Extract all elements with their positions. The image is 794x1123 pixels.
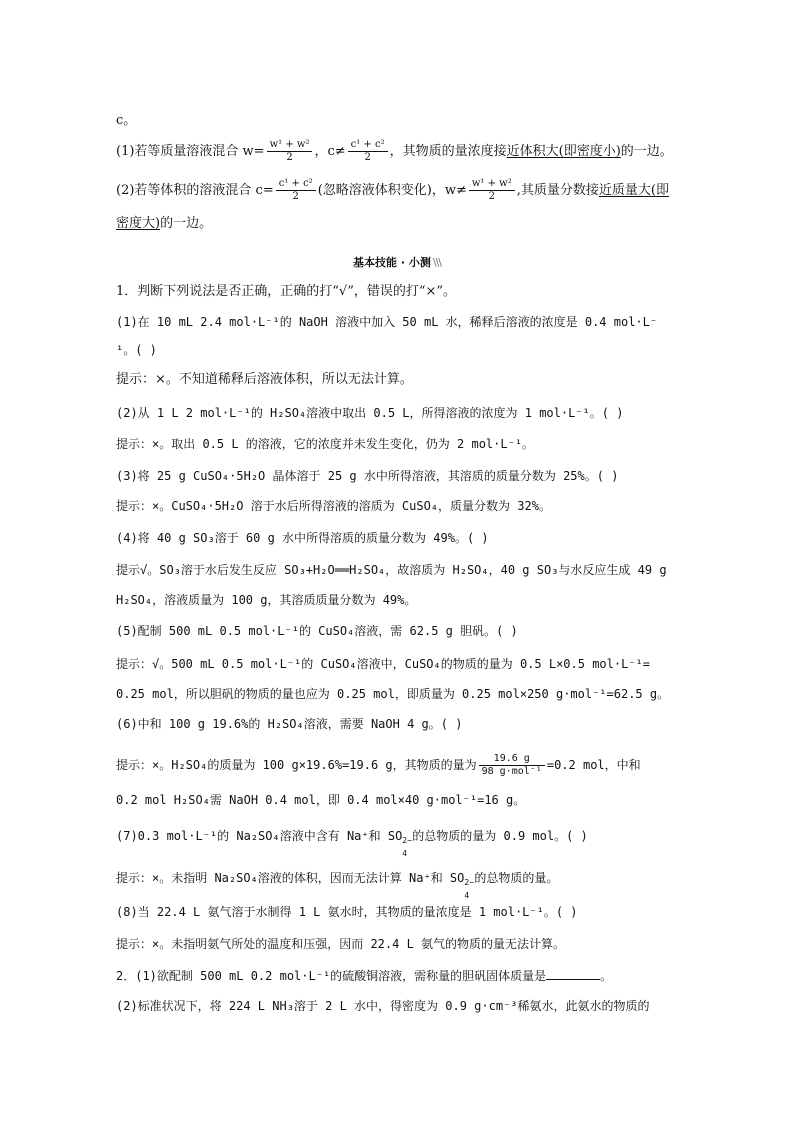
- fraction-numerator: c¹ + c²: [348, 139, 388, 152]
- rule-2-emphasis-1: 近质量大(即: [598, 183, 669, 198]
- q2-part-2: (2)标准状况下，将 224 L NH₃溶于 2 L 水中，得密度为 0.9 g·cm⁻³稀氨水，此氨水的物质的: [116, 999, 650, 1013]
- fraction-c: [348, 139, 388, 164]
- rule-2-cont: [116, 214, 686, 234]
- q1-item-8: (8)当 22.4 L 氨气溶于水制得 1 L 氨水时，其物质的量浓度是 1 mol·L⁻¹。( ): [116, 905, 578, 919]
- q1-hint-2: 提示：×。取出 0.5 L 的溶液，它的浓度并未发生变化，仍为 2 mol·L⁻¹。: [116, 437, 535, 451]
- q2-part-1-text: 2．(1)欲配制 500 mL 0.2 mol·L⁻¹的硫酸铜溶液，需称量的胆矾固体质量是: [116, 969, 547, 983]
- q1-item-7-post: 的总物质的量为 0.9 mol。( ): [412, 829, 588, 843]
- rule-1-after: ，其物质的量浓度接: [389, 144, 507, 159]
- charge-superscript: 2−: [402, 836, 412, 845]
- fraction-numerator: w¹ + w²: [267, 139, 313, 152]
- fraction-moles: [479, 753, 545, 778]
- q1-hint-7-pre: 提示：×。未指明 Na₂SO₄溶液的体积，因而无法计算 Na⁺和 SO: [116, 871, 465, 885]
- q1-item-3: (3)将 25 g CuSO₄·5H₂O 晶体溶于 25 g 水中所得溶液，其溶质的质量分数为 25%。( ): [116, 469, 619, 483]
- q1-hint-4: 提示√。SO₃溶于水后发生反应 SO₃+H₂O══H₂SO₄，故溶质为 H₂SO₄，40 g SO₃与水反应生成 49 g: [116, 563, 667, 577]
- rule-2-tail: 的一边。: [160, 216, 213, 231]
- q1-item-7-pre: (7)0.3 mol·L⁻¹的 Na₂SO₄溶液中含有 Na⁺和 SO: [116, 829, 403, 843]
- atom-subscript: 4: [402, 849, 408, 858]
- rule-1-mid: ，c≠: [314, 144, 346, 159]
- q1-item-5: (5)配制 500 mL 0.5 mol·L⁻¹的 CuSO₄溶液，需 62.5 g 胆矾。( ): [116, 624, 518, 638]
- q1-hint-7: [116, 868, 686, 900]
- q1-hint-6-pre: 提示：×。H₂SO₄的质量为 100 g×19.6%=19.6 g，其物质的量为: [116, 758, 477, 772]
- q1-hint-8: 提示：×。未指明氨气所处的温度和压强，因而 22.4 L 氨气的物质的量无法计算。: [116, 937, 566, 951]
- q2-part-1-end: 。: [600, 969, 613, 983]
- q1-stem: 1．判断下列说法是否正确，正确的打“√”，错误的打“×”。: [116, 284, 457, 299]
- fraction-denominator: 2: [292, 191, 299, 202]
- rule-1-tail: 的一边。: [620, 144, 673, 159]
- intro-c-line: c。: [116, 113, 137, 128]
- q1-item-6: (6)中和 100 g 19.6%的 H₂SO₄溶液，需要 NaOH 4 g。( ): [116, 717, 463, 731]
- rule-1: [116, 139, 686, 164]
- q1-hint-5: 提示：√。500 mL 0.5 mol·L⁻¹的 CuSO₄溶液中，CuSO₄的物质的量为 0.5 L×0.5 mol·L⁻¹=: [116, 657, 651, 671]
- rule-1-emphasis: 近体积大(即密度小): [506, 144, 621, 159]
- fraction-w: [267, 139, 313, 164]
- q1-hint-7-post: 的总物质的量。: [474, 871, 559, 885]
- fraction-numerator: 19.6 g: [479, 753, 545, 766]
- q1-hint-3: 提示：×。CuSO₄·5H₂O 溶于水后所得溶液的溶质为 CuSO₄，质量分数为 32%。: [116, 499, 551, 513]
- q1-hint-1: 提示：×。不知道稀释后溶液体积，所以无法计算。: [116, 372, 413, 387]
- rule-2-prefix: (2)若等体积的溶液混合 c=: [116, 183, 274, 198]
- fraction-denominator: 2: [364, 152, 371, 163]
- rule-1-prefix: (1)若等质量溶液混合 w=: [116, 144, 265, 159]
- charge-superscript: 2−: [464, 878, 475, 887]
- atom-subscript: 4: [464, 891, 470, 900]
- q1-item-4: (4)将 40 g SO₃溶于 60 g 水中所得溶质的质量分数为 49%。( ): [116, 531, 489, 545]
- section-decoration: \\\: [432, 256, 441, 269]
- q2-part-1: [116, 966, 686, 986]
- q1-item-2: (2)从 1 L 2 mol·L⁻¹的 H₂SO₄溶液中取出 0.5 L，所得溶液的浓度为 1 mol·L⁻¹。( ): [116, 406, 624, 420]
- fraction-c: [276, 178, 316, 203]
- fraction-numerator: c¹ + c²: [276, 178, 316, 191]
- rule-2-emphasis-2: 密度大): [116, 216, 161, 231]
- q1-hint-6-post: =0.2 mol，中和: [546, 758, 641, 772]
- q1-hint-6-cont: 0.2 mol H₂SO₄需 NaOH 0.4 mol，即 0.4 mol×40 g·mol⁻¹=16 g。: [116, 793, 526, 807]
- fraction-denominator: 2: [488, 191, 495, 202]
- q1-item-1-cont: ¹。( ): [116, 343, 157, 357]
- section-title: 基本技能 · 小测: [353, 256, 431, 269]
- fraction-w: [469, 178, 515, 203]
- rule-2: [116, 178, 686, 203]
- q1-hint-4-cont: H₂SO₄，溶液质量为 100 g，其溶质质量分数为 49%。: [116, 593, 417, 607]
- section-heading: [0, 254, 794, 270]
- rule-2-mid: (忽略溶液体积变化)，w≠: [317, 183, 467, 198]
- fraction-numerator: w¹ + w²: [469, 178, 515, 191]
- fraction-denominator: 2: [286, 152, 293, 163]
- q1-item-1: (1)在 10 mL 2.4 mol·L⁻¹的 NaOH 溶液中加入 50 mL 水，稀释后溶液的浓度是 0.4 mol·L⁻: [116, 315, 658, 329]
- q1-hint-6: [116, 753, 686, 778]
- rule-2-after: ,其质量分数接: [516, 183, 599, 198]
- q1-item-7: [116, 826, 686, 858]
- fraction-denominator: 98 g·mol⁻¹: [481, 766, 542, 777]
- answer-blank[interactable]: [546, 967, 600, 980]
- q1-hint-5-cont: 0.25 mol，所以胆矾的物质的量也应为 0.25 mol，即质量为 0.25 mol×250 g·mol⁻¹=62.5 g。: [116, 687, 670, 701]
